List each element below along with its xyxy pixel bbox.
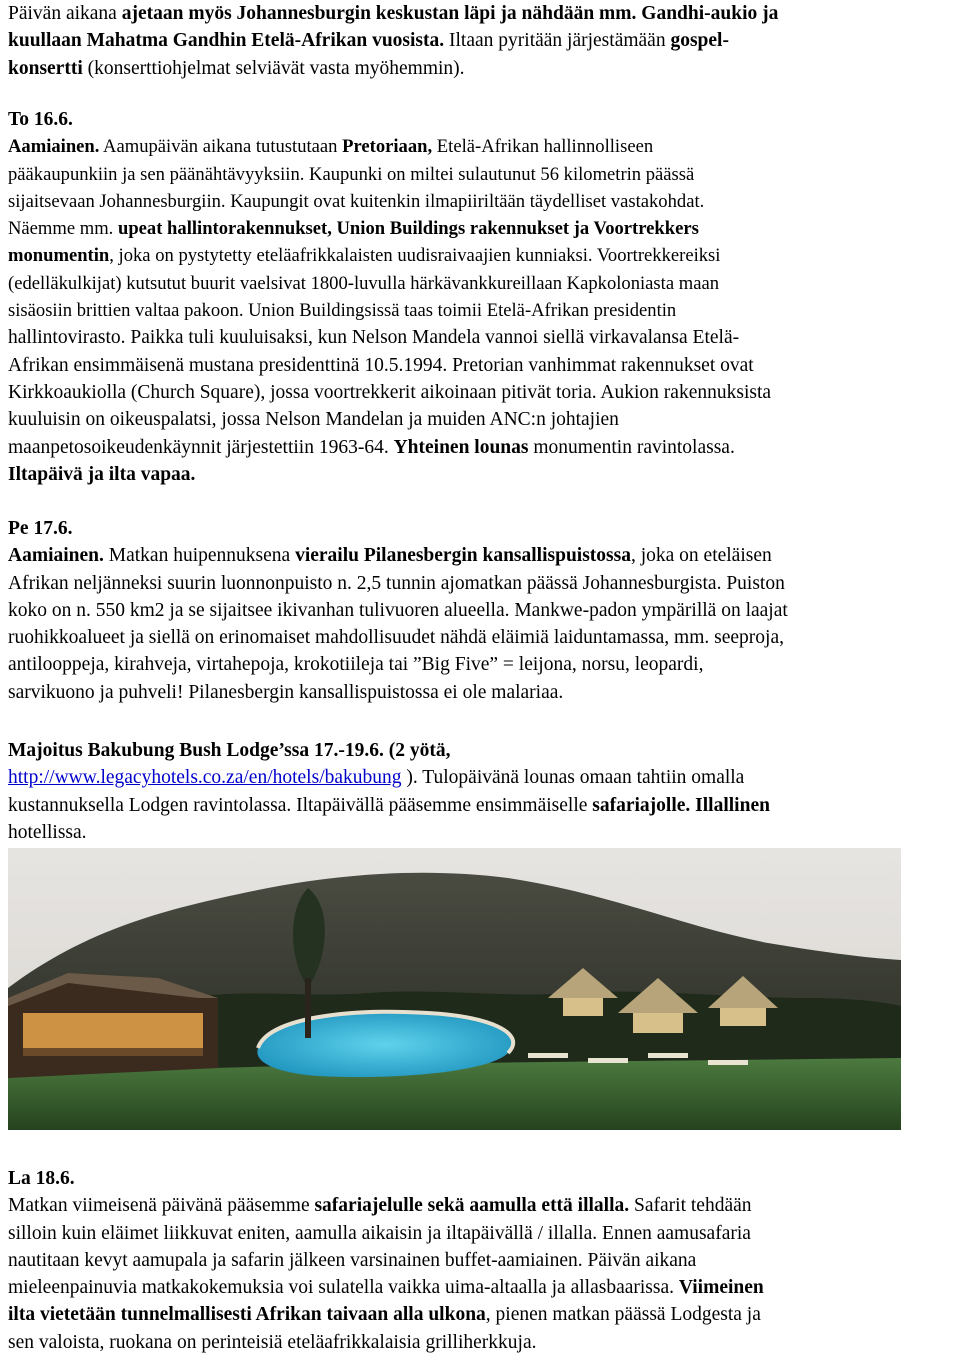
intro-line: Päivän aikana ajetaan myös Johannesburgin keskustan läpi ja nähdään mm. Gandhi-aukio ja — [8, 3, 779, 24]
lodge-text-line: hotellissa. — [8, 821, 87, 843]
day-text-line: Aamiainen. Matkan huipennuksena vierailu Pilanesbergin kansallispuistossa, joka on eteläisen — [8, 545, 772, 567]
day-text-line: sisäosiin brittien valtaa pakoon. Union Buildingsissä taas toimii Etelä-Afrikan presidentin — [8, 300, 677, 322]
day-section-pe — [8, 515, 788, 706]
day-text-line: nautitaan kevyt aamupala ja safarin jälkeen varsinainen buffet-aamiainen. Päivän aikana — [8, 1249, 697, 1271]
lodge-link[interactable]: http://www.legacyhotels.co.za/en/hotels/bakubung — [8, 767, 402, 789]
day-text-line: mieleenpainuvia matkakokemuksia voi sulatella vaikka uima-altaalla ja allasbaarissa. Viimeinen — [8, 1277, 764, 1299]
day-heading: To 16.6. — [8, 109, 73, 130]
intro-line: kuullaan Mahatma Gandhin Etelä-Afrikan vuosista. Iltaan pyritään järjestämään gospel- — [8, 30, 729, 52]
lodge-pool-photo — [8, 848, 901, 1130]
day-text-line: ruohikkoalueet ja siellä on erinomaiset mahdollisuudet nähdä eläimiä laiduntamassa, mm. seeproja, — [8, 627, 784, 649]
day-text-line: Kirkkoaukiolla (Church Square), jossa voortrekkerit aikoinaan pitivät toria. Aukion rakennuksista — [8, 381, 772, 403]
day-text-line: maanpetosoikeudenkäynnit järjestettiin 1963-64. Yhteinen lounas monumentin ravintolassa. — [8, 436, 735, 458]
day-section-to — [8, 106, 771, 488]
day-text-line: silloin kuin eläimet liikkuvat eniten, aamulla aikaisin ja iltapäivällä / illalla. Ennen aamusafaria — [8, 1222, 751, 1244]
lodge-heading: Majoitus Bakubung Bush Lodge’ssa 17.-19.6. (2 yötä, — [8, 740, 451, 761]
day-text-line: Iltapäivä ja ilta vapaa. — [8, 463, 196, 485]
day-text-line: koko on n. 550 km2 ja se sijaitsee ikivanhan tulivuoren alueella. Mankwe-padon ympärillä on laajat — [8, 599, 788, 621]
day-section-la — [8, 1165, 764, 1356]
day-text-line: (edelläkulkijat) kutsutut buurit vaelsivat 1800-luvulla härkävankkureillaan Kapkoloniasta maan — [8, 272, 720, 294]
day-text-line: pääkaupunkiin ja sen päänähtävyyksiin. Kaupunki on miltei sulautunut 56 kilometrin päässä — [8, 163, 695, 185]
day-text-line: hallintovirasto. Paikka tuli kuuluisaksi, kun Nelson Mandela vannoi siellä virkavalansa Etelä- — [8, 327, 740, 349]
lodge-text-line: http://www.legacyhotels.co.za/en/hotels/bakubung ). Tulopäivänä lounas omaan tahtiin omalla — [8, 767, 745, 789]
intro-paragraph — [8, 0, 778, 82]
day-text-line: Aamiainen. Aamupäivän aikana tutustutaan Pretoriaan, Etelä-Afrikan hallinnolliseen — [8, 136, 654, 158]
lodge-section — [8, 737, 770, 846]
day-text-line: monumentin, joka on pystytetty eteläafrikkalaisten uudisraivaajien kunniaksi. Voortrekkereiksi — [8, 245, 721, 267]
day-text-line: Afrikan neljänneksi suurin luonnonpuisto n. 2,5 tunnin ajomatkan päässä Johannesburgista. Puiston — [8, 572, 785, 594]
day-text-line: sen valoista, ruokana on perinteisiä eteläafrikkalaisia grilliherkkuja. — [8, 1331, 537, 1353]
day-text-line: antilooppeja, kirahveja, virtahepoja, krokotiileja tai ”Big Five” = leijona, norsu, leopardi, — [8, 654, 704, 676]
day-heading: La 18.6. — [8, 1168, 75, 1189]
day-text-line: Matkan viimeisenä päivänä pääsemme safariajelulle sekä aamulla että illalla. Safarit tehdään — [8, 1195, 752, 1217]
day-text-line: Näemme mm. upeat hallintorakennukset, Union Buildings rakennukset ja Voortrekkers — [8, 218, 699, 240]
day-text-line: sarvikuono ja puhveli! Pilanesbergin kansallispuistossa ei ole malariaa. — [8, 681, 564, 703]
day-text-line: kuuluisin on oikeuspalatsi, jossa Nelson Mandelan ja muiden ANC:n johtajien — [8, 409, 619, 431]
day-text-line: ilta vietetään tunnelmallisesti Afrikan taivaan alla ulkona, pienen matkan päässä Lodgesta ja — [8, 1304, 761, 1326]
day-text-line: Afrikan ensimmäisenä mustana presidenttinä 10.5.1994. Pretorian vanhimmat rakennukset ovat — [8, 354, 754, 376]
day-text-line: sijaitsevaan Johannesburgiin. Kaupungit ovat kuitenkin ilmapiiriltään täydelliset vastakohdat. — [8, 190, 705, 212]
lodge-text-line: kustannuksella Lodgen ravintolassa. Iltapäivällä pääsemme ensimmäiselle safariajolle. Illallinen — [8, 794, 770, 816]
day-heading: Pe 17.6. — [8, 518, 73, 539]
intro-line: konsertti (konserttiohjelmat selviävät vasta myöhemmin). — [8, 57, 465, 79]
